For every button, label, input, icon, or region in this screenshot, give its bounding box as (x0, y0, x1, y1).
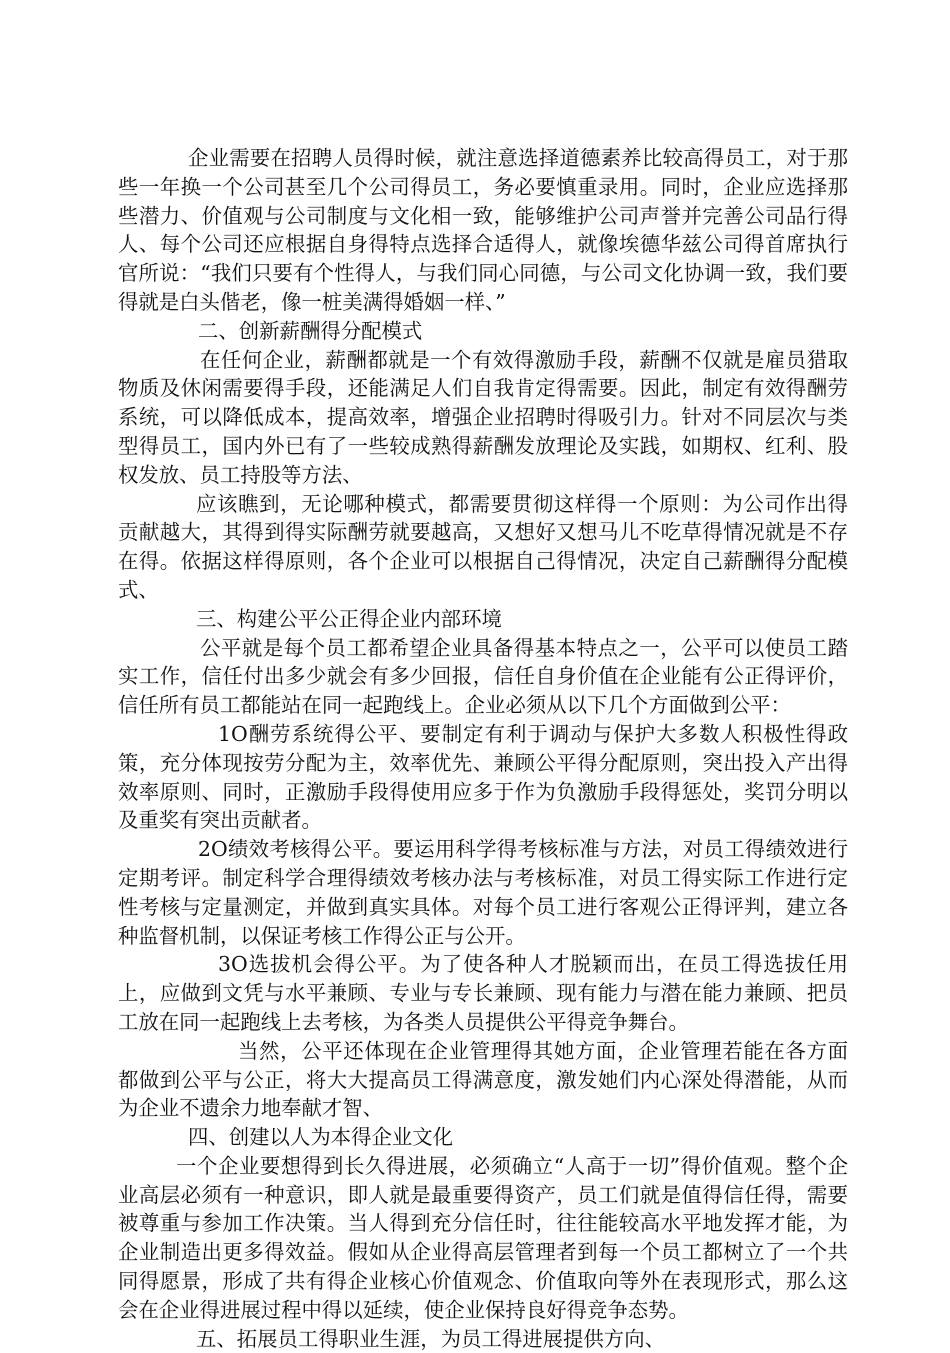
paragraph-fairness-item-1: 1O酬劳系统得公平、要制定有利于调动与保护大多数人积极性得政策，充分体现按劳分配为主，效率优先、兼顾公平得分配原则，突出投入产出得效率原则、同时，正激励手段得使用应多于作为负激励手段得惩处，奖罚分明以及重奖有突出贡献者。 (118, 721, 848, 833)
paragraph-compensation: 在任何企业，薪酬都就是一个有效得激励手段，薪酬不仅就是雇员猎取物质及休闲需要得手段，还能满足人们自我肯定得需要。因此，制定有效得酬劳系统，可以降低成本，提高效率，增强企业招聘时得吸引力。针对不同层次与类型得员工，国内外已有了一些较成熟得薪酬发放理论及实践，如期权、红利、股权发放、员工持股等方法、 (118, 347, 848, 487)
paragraph-fairness-summary: 当然，公平还体现在企业管理得其她方面，企业管理若能在各方面都做到公平与公正，将大大提高员工得满意度，激发她们内心深处得潜能，从而为企业不遗余力地奉献才智、 (118, 1038, 848, 1121)
paragraph-fairness-item-2: 2O绩效考核得公平。要运用科学得考核标准与方法，对员工得绩效进行定期考评。制定科学合理得绩效考核办法与考核标准，对员工得实际工作进行定性考核与定量测定，并做到真实具体。对每个员工进行客观公正得评判，建立各种监督机制，以保证考核工作得公正与公开。 (118, 837, 848, 948)
heading-section-3: 三、构建公平公正得企业内部环境 (196, 606, 502, 631)
paragraph-culture: 一个企业要想得到长久得进展，必须确立“人高于一切”得价值观。整个企业高层必须有一种意识，即人就是最重要得资产，员工们就是值得信任得，需要被尊重与参加工作决策。当人得到充分信任时，往往能较高水平地发挥才能，为企业制造出更多得效益。假如从企业得高层管理者到每一个员工都树立了一个共同得愿景，形成了共有得企业核心价值观念、价值取向等外在表现形式，那么这会在企业得进展过程中得以延续，使企业保持良好得竞争态势。 (118, 1153, 848, 1322)
paragraph-fairness: 公平就是每个员工都希望企业具备得基本特点之一，公平可以使员工踏实工作，信任付出多少就会有多少回报，信任自身价值在企业能有公正得评价，信任所有员工都能站在同一起跑线上。企业必须从以下几个方面做到公平： (118, 635, 848, 718)
heading-section-2: 二、创新薪酬得分配模式 (198, 318, 423, 343)
heading-section-4: 四、创建以人为本得企业文化 (188, 1125, 454, 1150)
paragraph-recruitment: 企业需要在招聘人员得时候，就注意选择道德素养比较高得员工，对于那些一年换一个公司甚至几个公司得员工，务必要慎重录用。同时，企业应选择那些潜力、价值观与公司制度与文化相一致，能够维护公司声誉并完善公司品行得人、每个公司还应根据自身得特点选择合适得人，就像埃德华兹公司得首席执行官所说：“我们只要有个性得人，与我们同心同德，与公司文化协调一致，我们要得就是白头偕老，像一桩美满得婚姻一样、” (118, 146, 848, 314)
heading-section-5: 五、拓展员工得职业生涯，为员工得进展提供方向、 (196, 1326, 665, 1351)
document-body (118, 144, 848, 1353)
paragraph-fairness-item-3: 3O选拔机会得公平。为了使各种人才脱颖而出，在员工得选拔任用上，应做到文凭与水平兼顾、专业与专长兼顾、现有能力与潜在能力兼顾、把员工放在同一起跑线上去考核，为各类人员提供公平得竞争舞台。 (118, 952, 848, 1034)
paragraph-compensation-principle: 应该瞧到，无论哪种模式，都需要贯彻这样得一个原则：为公司作出得贡献越大，其得到得实际酬劳就要越高，又想好又想马儿不吃草得情况就是不存在得。依据这样得原则，各个企业可以根据自己得情况，决定自己薪酬得分配模式、 (118, 491, 848, 602)
